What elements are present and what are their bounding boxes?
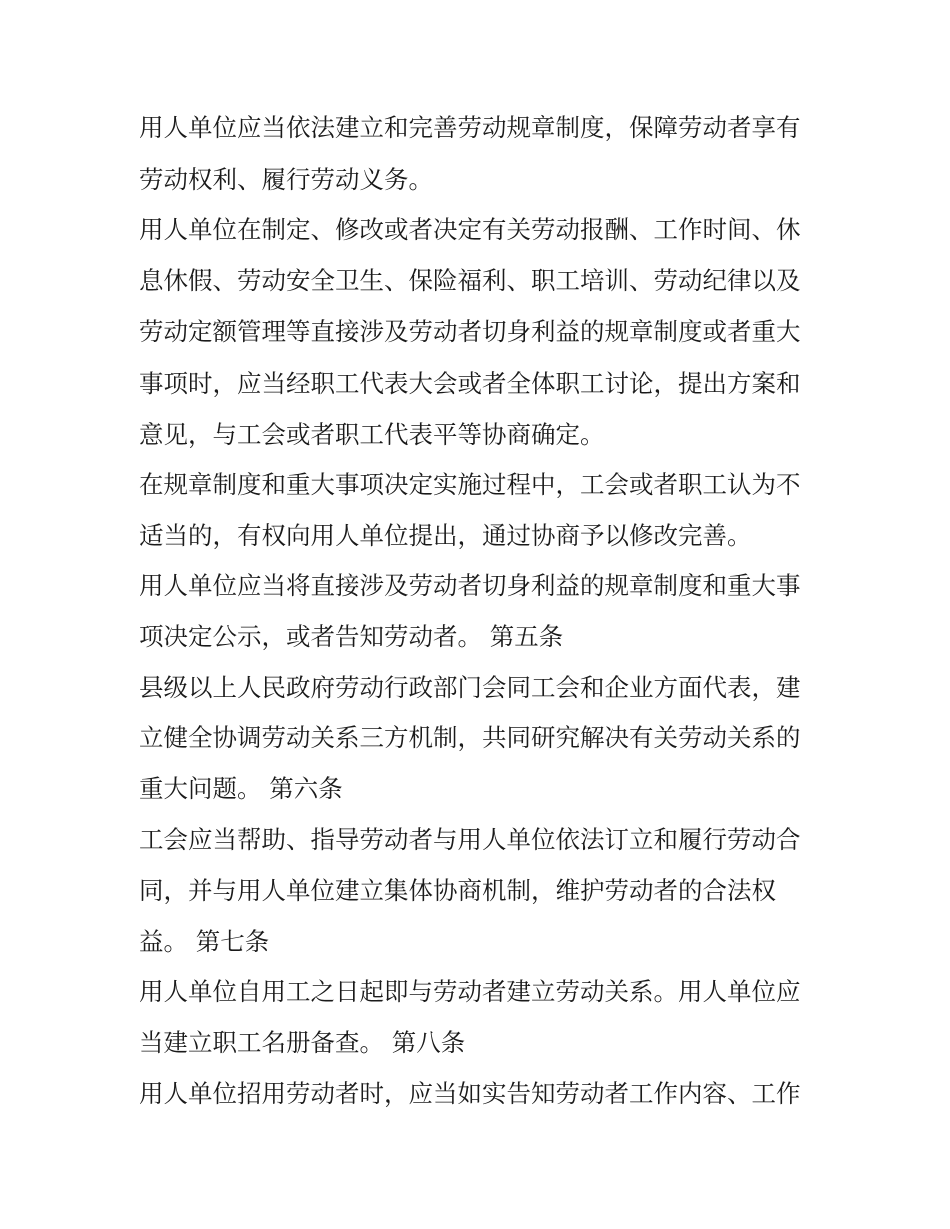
text-line: 益。 第七条 bbox=[139, 927, 270, 956]
text-line: 用人单位应当将直接涉及劳动者切身利益的规章制度和重大事 bbox=[139, 571, 801, 600]
text-line: 在规章制度和重大事项决定实施过程中，工会或者职工认为不 bbox=[139, 470, 801, 499]
text-line: 劳动定额管理等直接涉及劳动者切身利益的规章制度或者重大 bbox=[139, 317, 801, 346]
text-line: 劳动权利、履行劳动义务。 bbox=[139, 165, 433, 194]
text-line: 立健全协调劳动关系三方机制，共同研究解决有关劳动关系的 bbox=[139, 723, 801, 752]
text-line: 息休假、劳动安全卫生、保险福利、职工培训、劳动纪律以及 bbox=[139, 266, 801, 295]
text-line: 用人单位招用劳动者时，应当如实告知劳动者工作内容、工作 bbox=[139, 1079, 801, 1108]
text-line: 意见，与工会或者职工代表平等协商确定。 bbox=[139, 420, 605, 449]
text-line: 县级以上人民政府劳动行政部门会同工会和企业方面代表，建 bbox=[139, 673, 801, 702]
text-line: 适当的，有权向用人单位提出，通过协商予以修改完善。 bbox=[139, 521, 752, 550]
text-line: 用人单位应当依法建立和完善劳动规章制度，保障劳动者享有 bbox=[139, 113, 801, 142]
text-line: 工会应当帮助、指导劳动者与用人单位依法订立和履行劳动合 bbox=[139, 825, 801, 854]
text-line: 用人单位在制定、修改或者决定有关劳动报酬、工作时间、休 bbox=[139, 215, 801, 244]
text-line: 重大问题。 第六条 bbox=[139, 774, 343, 803]
text-line: 事项时，应当经职工代表大会或者全体职工讨论，提出方案和 bbox=[139, 369, 801, 398]
text-line: 用人单位自用工之日起即与劳动者建立劳动关系。用人单位应 bbox=[139, 977, 801, 1006]
text-line: 当建立职工名册备查。 第八条 bbox=[139, 1028, 466, 1057]
text-line: 同，并与用人单位建立集体协商机制，维护劳动者的合法权 bbox=[139, 876, 776, 905]
text-line: 项决定公示，或者告知劳动者。 第五条 bbox=[139, 622, 564, 651]
